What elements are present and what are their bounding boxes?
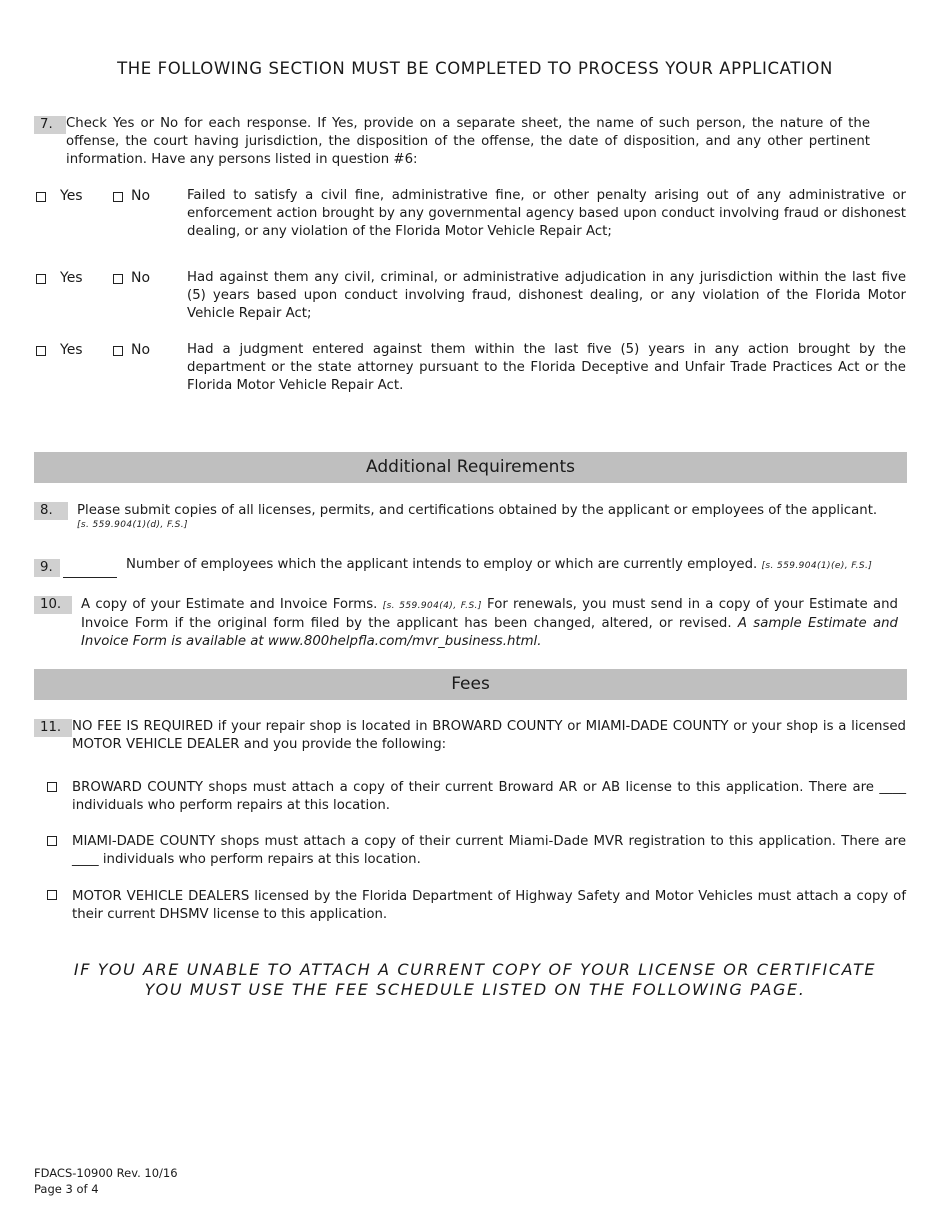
q10-citation: [s. 559.904(4), F.S.]	[382, 601, 482, 611]
miami-dade-county-text: MIAMI-DADE COUNTY shops must attach a copy of their current Miami-Dade MVR registration to this application. There are ____ individuals who perform repairs at this location.	[72, 834, 906, 867]
yes-label: Yes	[60, 188, 83, 204]
q8-text: Please submit copies of all licenses, permits, and certifications obtained by the applicant or employees of the applicant.	[77, 503, 878, 518]
question-number-10: 10.	[34, 596, 72, 614]
q10-text	[81, 596, 898, 651]
q7-item1-no-checkbox[interactable]	[113, 192, 123, 202]
miami-dade-county-checkbox[interactable]	[47, 836, 57, 846]
fees-heading: Fees	[34, 669, 907, 700]
q10-sample-note: A sample Estimate and Invoice Form is available at www.800helpfla.com/mvr_business.html.	[81, 616, 898, 649]
q7-item3-no-checkbox[interactable]	[113, 346, 123, 356]
motor-vehicle-dealers-text: MOTOR VEHICLE DEALERS licensed by the Florida Department of Highway Safety and Motor Vehicles must attach a copy of their current DHSMV license to this application.	[72, 889, 906, 922]
q11-text: NO FEE IS REQUIRED if your repair shop is located in BROWARD COUNTY or MIAMI-DADE COUNTY or your shop is a licensed MOTOR VEHICLE DEALER and you provide the following:	[72, 719, 906, 752]
form-id: FDACS-10900 Rev. 10/16	[34, 1166, 178, 1180]
q9-citation: [s. 559.904(1)(e), F.S.]	[761, 561, 873, 571]
broward-county-checkbox[interactable]	[47, 782, 57, 792]
motor-vehicle-dealers-checkbox[interactable]	[47, 890, 57, 900]
question-number-11: 11.	[34, 719, 72, 737]
yes-label: Yes	[60, 342, 83, 358]
question-number-7: 7.	[34, 116, 66, 134]
q7-item1-text: Failed to satisfy a civil fine, administrative fine, or other penalty arising out of any administrative or enforcement action brought by any governmental agency based upon conduct involving fraud or dishonest dealing, or any violation of the Florida Motor Vehicle Repair Act;	[187, 188, 906, 239]
question-number-9: 9.	[34, 559, 60, 577]
q7-item2-text: Had against them any civil, criminal, or administrative adjudication in any jurisdiction within the last five (5) years based upon conduct involving fraud, dishonest dealing, or any violation of the Florida Motor Vehicle Repair Act;	[187, 270, 906, 321]
question-number-8: 8.	[34, 502, 68, 520]
q7-item2-no-checkbox[interactable]	[113, 274, 123, 284]
no-label: No	[131, 270, 151, 286]
q9-text: Number of employees which the applicant intends to employ or which are currently employed.	[126, 557, 758, 572]
no-label: No	[131, 188, 151, 204]
page-number: Page 3 of 4	[34, 1182, 99, 1196]
notice-line-2: YOU MUST USE THE FEE SCHEDULE LISTED ON THE FOLLOWING PAGE.	[144, 980, 806, 999]
notice-line-1: IF YOU ARE UNABLE TO ATTACH A CURRENT COPY OF YOUR LICENSE OR CERTIFICATE	[73, 960, 877, 979]
q8-citation: [s. 559.904(1)(d), F.S.]	[77, 520, 188, 530]
employee-count-field[interactable]	[63, 559, 117, 578]
q7-item2-yes-checkbox[interactable]	[36, 274, 46, 284]
q7-item3-yes-checkbox[interactable]	[36, 346, 46, 356]
q10-text-a: A copy of your Estimate and Invoice Forms.	[81, 597, 378, 612]
broward-county-text: BROWARD COUNTY shops must attach a copy of their current Broward AR or AB license to this application. There are ____ individuals who perform repairs at this location.	[72, 780, 906, 813]
q7-instructions: Check Yes or No for each response. If Yes, provide on a separate sheet, the name of such person, the nature of the offense, the court having jurisdiction, the disposition of the offense, the date of disposition, and any other pertinent information. Have any persons listed in question #6:	[66, 116, 870, 167]
yes-label: Yes	[60, 270, 83, 286]
q7-item1-yes-checkbox[interactable]	[36, 192, 46, 202]
q10-text-b: For renewals, you must send in a copy of your Estimate and Invoice Form if the original form filed by the applicant has been changed, altered, or revised.	[81, 597, 898, 631]
additional-requirements-heading: Additional Requirements	[34, 452, 907, 483]
no-label: No	[131, 342, 151, 358]
fee-schedule-notice	[34, 960, 916, 1000]
q7-item3-text: Had a judgment entered against them within the last five (5) years in any action brought by the department or the state attorney pursuant to the Florida Deceptive and Unfair Trade Practices Act or the Florida Motor Vehicle Repair Act.	[187, 342, 906, 393]
q9-line	[126, 556, 906, 575]
section-title: THE FOLLOWING SECTION MUST BE COMPLETED TO PROCESS YOUR APPLICATION	[117, 59, 833, 78]
